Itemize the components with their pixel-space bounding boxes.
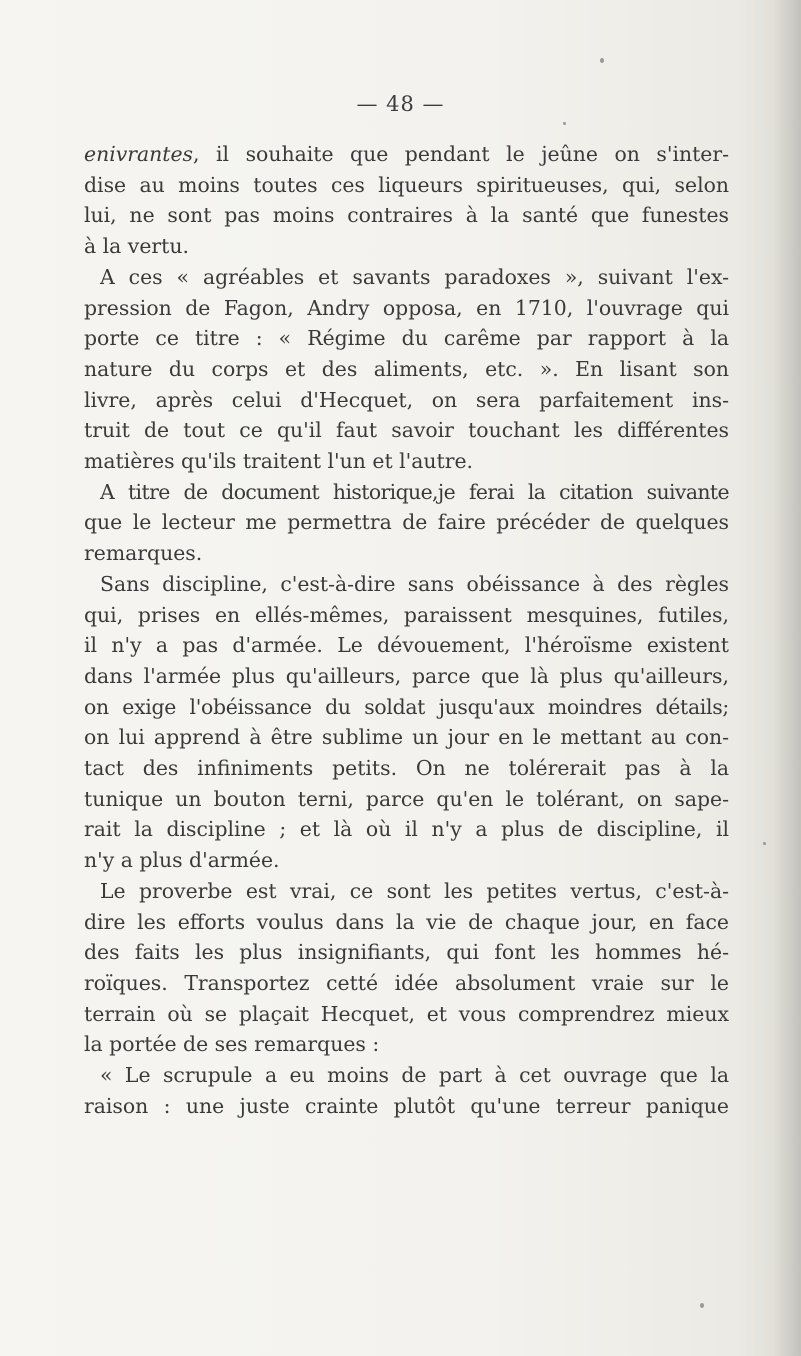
- text-line: dans l'armée plus qu'ailleurs, parce que là plus qu'ailleurs,: [84, 663, 729, 688]
- text-line: il n'y a pas d'armée. Le dévouement, l'héroïsme existent: [84, 633, 729, 658]
- text-line: dire les efforts voulus dans la vie de chaque jour, en face: [84, 909, 729, 934]
- text-line: dise au moins toutes ces liqueurs spiritueuses, qui, selon: [84, 172, 729, 197]
- text-line: tunique un bouton terni, parce qu'en le tolérant, on sape-: [84, 786, 729, 811]
- text-line: des faits les plus insignifiants, qui font les hommes hé-: [84, 940, 729, 965]
- text-line: la portée de ses remarques :: [84, 1032, 380, 1057]
- text-line: pression de Fagon, Andry opposa, en 1710, l'ouvrage qui: [84, 295, 729, 320]
- text-line: on lui apprend à être sublime un jour en le mettant au con-: [84, 725, 729, 750]
- italic-word: enivrantes: [84, 142, 194, 166]
- text-line: tact des infiniments petits. On ne tolérerait pas à la: [84, 756, 729, 781]
- text-line: à la vertu.: [84, 234, 189, 259]
- text-line: n'y a plus d'armée.: [84, 848, 280, 873]
- text-line: raison : une juste crainte plutôt qu'une terreur panique: [84, 1093, 729, 1118]
- text-line: [84, 139, 729, 170]
- text-line: terrain où se plaçait Hecquet, et vous comprendrez mieux: [84, 1001, 729, 1026]
- text-line: A ces « agréables et savants paradoxes », suivant l'ex-: [100, 264, 729, 289]
- text-line: « Le scrupule a eu moins de part à cet ouvrage que la: [100, 1063, 729, 1088]
- text-line: porte ce titre : « Régime du carême par rapport à la: [84, 326, 729, 351]
- speck-mark: [563, 122, 566, 125]
- text-line: qui, prises en ellés-mêmes, paraissent mesquines, futiles,: [84, 602, 729, 627]
- text-line: Sans discipline, c'est-à-dire sans obéissance à des règles: [100, 571, 729, 596]
- text-line: matières qu'ils traitent l'un et l'autre.: [84, 449, 474, 474]
- text-line: Le proverbe est vrai, ce sont les petites vertus, c'est-à-: [100, 878, 729, 903]
- page-number: — 48 —: [356, 92, 445, 116]
- text-line: roïques. Transportez cetté idée absolument vraie sur le: [84, 970, 729, 995]
- page-edge-shadow: [773, 0, 801, 1356]
- text-line: livre, après celui d'Hecquet, on sera parfaitement ins-: [84, 387, 729, 412]
- text-line: que le lecteur me permettra de faire précéder de quelques: [84, 510, 729, 535]
- text-line: rait la discipline ; et là où il n'y a plus de discipline, il: [84, 817, 729, 842]
- text-line: truit de tout ce qu'il faut savoir touchant les différentes: [84, 418, 729, 443]
- text-line: remarques.: [84, 541, 203, 566]
- text-line-rest: , il souhaite que pendant le jeûne on s'inter-: [193, 142, 729, 166]
- speck-mark: [700, 1303, 704, 1308]
- speck-mark: [763, 842, 766, 845]
- speck-mark: [600, 58, 604, 63]
- text-line: nature du corps et des aliments, etc. ». En lisant son: [84, 356, 729, 381]
- body-text: [84, 139, 729, 1122]
- text-line: on exige l'obéissance du soldat jusqu'aux moindres détails;: [84, 694, 729, 719]
- text-line: A titre de document historique,je ferai la citation suivante: [100, 479, 729, 504]
- text-line: lui, ne sont pas moins contraires à la santé que funestes: [84, 203, 729, 228]
